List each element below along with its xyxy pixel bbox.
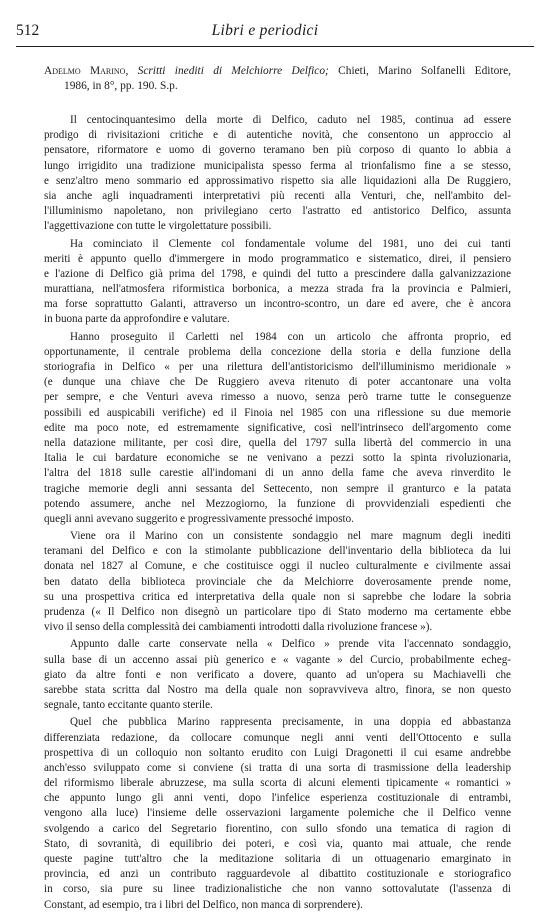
text-line: teramani del Delfico e con la stimolante pubblicazione dell'inventario della biblioteca da lui	[44, 545, 511, 558]
text-line: che appunto lungo gli anni venti, dopo l'infelice esperienza costituzionale di entrambi,	[44, 792, 511, 805]
text-line: differenziata redazione, da collocare comunque negli anni venti dell'Ottocento e sulla	[44, 731, 511, 744]
text-line: l'aggettivazione con tutte le virgolettature possibili.	[44, 220, 272, 233]
paragraph	[44, 330, 511, 527]
paragraph	[44, 113, 511, 235]
text-line: in buona parte da approfondire e valutare.	[44, 313, 230, 326]
text-line: nella datazione militante, per così dire, quella del 1797 sulla libertà del commercio in una	[44, 436, 511, 449]
text-line: storiografia in Delfico « per una rilettura dell'antistoricismo dell'illuminismo meridionale »	[44, 361, 511, 373]
text-line: anch'esso sviluppato come si conviene (si tratta di una sorta di trasmissione della leadership	[44, 761, 511, 774]
paragraph	[44, 529, 511, 635]
text-line: Viene ora il Marino con un consistente sondaggio nel mare magnum degli inediti	[70, 530, 511, 543]
text-line: meriti è appunto quello d'immergere in modo programmatico e sistematico, direi, il pensiero	[44, 252, 511, 265]
text-line: vivo il senso della complessità dei cambiamenti introdotti dalla rivoluzione francese »).	[44, 621, 433, 634]
text-line: tragiche memorie degli anni sessanta del Settecento, non sempre il granturco e la patata	[44, 482, 511, 495]
text-line: Appunto dalle carte conservate nella « Delfico » prende vita l'accennato sondaggio,	[70, 638, 511, 651]
text-line: Stato, di sovranità, di equilibrio dei poteri, e così via, quanto mai attuale, che rende	[44, 837, 511, 850]
text-line: sarebbe stata scritta dal Nostro ma della quale non sopravviveva altro, finora, se non questo	[44, 683, 511, 696]
text-line: sia anche agli inquadramenti interpretativi più recenti alla Venturi, che, nell'ambito del-	[44, 189, 511, 202]
text-line: possibili ed auspicabili verifiche) ed il Finoia nel 1985 con una riflessione su due memorie	[44, 406, 511, 419]
citation-author: Adelmo Marino,	[44, 65, 129, 77]
text-line: queste pagine tutt'altro che la meditazione solitaria di un ottuagenario emarginato in	[44, 853, 511, 865]
book-citation	[44, 64, 511, 94]
text-line: Hanno proseguito il Carletti nel 1984 con un articolo che affronta proprio, ed	[70, 330, 511, 343]
text-line: e senz'altro meno sommario ed approssimativo rispetto sia alle liquidazioni alla De Ruggiero,	[44, 174, 511, 187]
text-line: in corso, sia pure su linee tradizionalistiche che non vanno sottovalutate (l'assenza di	[44, 883, 511, 896]
page-number: 512	[16, 22, 40, 39]
text-line: donata nel 1827 al Comune, e che costituisce oggi il nucleo culturalmente e civilmente assai	[44, 560, 511, 573]
text-line: l'altra del 1818 sulle carestie all'indomani di un anno della fame che aveva rinverdito le	[44, 467, 511, 480]
text-line: svolgendo a carico del Segretario fiorentino, con sullo sfondo una tematica di ragion di	[44, 822, 511, 835]
citation-title: Scritti inediti di Melchiorre Delfico;	[137, 65, 329, 77]
text-line: provincia, ed anzi un contributo ragguardevole al dibattito costituzionale e storiografico	[44, 868, 511, 881]
text-line: opportunamente, il centrale problema della concezione della storia e della funzione della	[44, 345, 511, 358]
text-line: giato da altre fonti e non verificato a dovere, quanto ad un'opera su Machiavelli che	[44, 668, 511, 681]
text-line: Quel che pubblica Marino rappresenta precisamente, in una doppia ed abbastanza	[70, 716, 511, 729]
header-rule	[16, 46, 534, 47]
review-body	[44, 113, 511, 913]
text-line: prospettiva di un colloquio non soltanto erudito con Luigi Dragonetti il cui esame andrebbe	[44, 746, 511, 759]
text-line: prudenza (« Il Delfico non disegnò un particolare tipo di Stato moderno ma certamente ebbe	[44, 606, 511, 618]
page-header	[16, 22, 534, 40]
text-line: segnale, tanto eccitante quanto sterile.	[44, 699, 213, 712]
paragraph	[44, 715, 511, 912]
text-line: ma forse soprattutto Galanti, attraverso un incontro-scontro, un dare ed avere, che è ancora	[44, 298, 511, 311]
text-line: pensatore, riformatore e uomo di governo teramano ben più corposo di quanto lo abbia a	[44, 144, 511, 157]
text-line: Il centocinquantesimo della morte di Delfico, caduto nel 1985, continua ad essere	[70, 114, 511, 126]
text-line: prodigo di rivisitazioni critiche e di autentiche novità, che consentono un approccio al	[44, 129, 511, 142]
paragraph	[44, 237, 511, 328]
text-line: edite ma poco note, ed estremamente significative, così nell'intrinseco dell'argomento come	[44, 421, 511, 434]
text-line: (e dunque una chiave che De Ruggiero aveva ritenuto di poter accantonare una volta	[44, 376, 511, 389]
text-line: l'illuminismo napoletano, non privilegiano certo l'astratto ed antistorico Delfico, assunta	[44, 205, 511, 218]
text-line: vengono alla luce) l'insieme delle osservazioni largamente polemiche che il Delfico venne	[44, 807, 511, 820]
text-line: ben datato della biblioteca provinciale che da Melchiorre doverosamente prende nome,	[44, 575, 511, 588]
paragraph	[44, 637, 511, 713]
citation-publisher: Chieti, Marino Solfanelli Editore,	[338, 65, 511, 77]
running-title: Libri e periodici	[211, 22, 319, 39]
text-line: lungo irrigidito una tradizione municipalista spesso ferma al trionfalismo fine a se stesso,	[44, 159, 511, 172]
text-line: per sempre, e che Venturi aveva rimesso a nuovo, senza però trarne tutte le conseguenze	[44, 391, 511, 404]
text-line: sulla base di un accenno assai più generico e « vagante » del Curcio, probabilmente echeg-	[44, 653, 511, 666]
text-line: Italia le cui bardature economiche se ne venivano a pezzi sotto la spinta rivoluzionaria,	[44, 452, 511, 465]
text-line: Ha cominciato il Clemente col fondamentale volume del 1981, uno dei cui tanti	[70, 237, 511, 250]
text-line: Constant, ad esempio, tra i libri del Delfico, non manca di sorprendere).	[44, 898, 363, 911]
text-line: su una prospettiva critica ed interpretativa della quale non si saprebbe che lodare la sobria	[44, 590, 511, 603]
citation-details: 1986, in 8°, pp. 190. S.p.	[64, 80, 178, 93]
text-line: del riformismo liberale abruzzese, ma sulla scorta di alcuni elementi tipicamente « romantici »	[44, 777, 511, 790]
text-line: quegli anni avevano suggerito e progressivamente pressoché imposto.	[44, 512, 354, 525]
text-line: potendo assumere, anche nel Mezzogiorno, la funzione di provvidenziali espedienti che	[44, 497, 511, 510]
text-line: murattiana, nell'atmosfera riformistica borbonica, a mezza strada fra la provincia e Palmieri,	[44, 283, 511, 296]
text-line: e l'azione di Delfico già prima del 1798, e quindi del tutto a prescindere dalla galvanizzazione	[44, 267, 511, 280]
